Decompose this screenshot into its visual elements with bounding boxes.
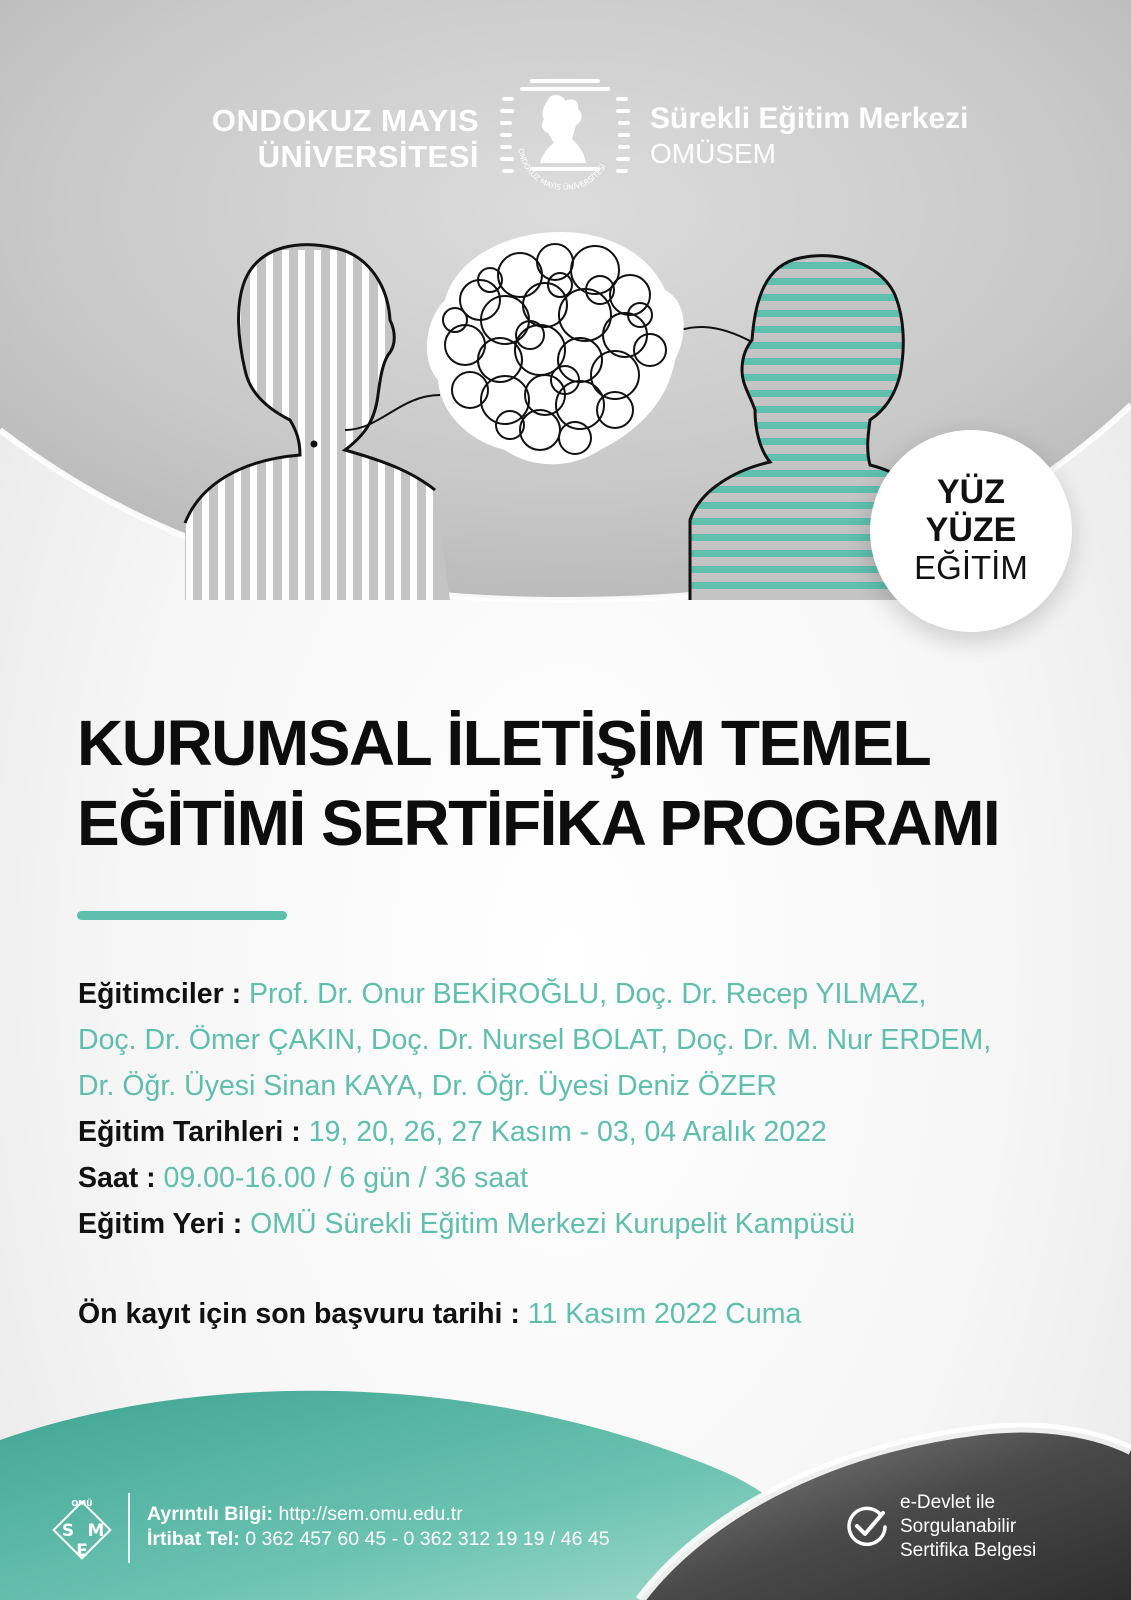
title-line2: EĞİTİMİ SERTİFİKA PROGRAMI bbox=[77, 787, 1000, 859]
deadline-value: 11 Kasım 2022 Cuma bbox=[527, 1298, 802, 1330]
place-row bbox=[78, 1201, 1088, 1247]
dates-label: Eğitim Tarihleri : bbox=[78, 1116, 301, 1148]
trainers-value-line3: Dr. Öğr. Üyesi Sinan KAYA, Dr. Öğr. Üyesi Deniz ÖZER bbox=[78, 1070, 777, 1102]
edevlet-line3: Sertifika Belgesi bbox=[900, 1540, 1037, 1561]
dates-value: 19, 20, 26, 27 Kasım - 03, 04 Aralık 2022 bbox=[308, 1116, 827, 1148]
info-label: Ayrıntılı Bilgi: bbox=[147, 1503, 274, 1525]
contact-info bbox=[147, 1502, 610, 1552]
center-name bbox=[650, 101, 968, 171]
website-link[interactable]: http://sem.omu.edu.tr bbox=[278, 1503, 463, 1525]
footer-divider bbox=[128, 1493, 130, 1563]
title-line1: KURUMSAL İLETİŞİM TEMEL bbox=[77, 707, 931, 779]
time-label: Saat : bbox=[78, 1162, 156, 1194]
trainers-value-line2: Doç. Dr. Ömer ÇAKIN, Doç. Dr. Nursel BOLAT, Doç. Dr. M. Nur ERDEM, bbox=[78, 1024, 992, 1056]
phone-numbers: 0 362 457 60 45 - 0 362 312 19 19 / 46 45 bbox=[245, 1528, 610, 1550]
place-label: Eğitim Yeri : bbox=[78, 1208, 243, 1240]
sem-logo-top-text: OMÜ bbox=[71, 1499, 93, 1508]
header bbox=[0, 75, 1131, 205]
sem-logo-e: E bbox=[76, 1541, 88, 1561]
footer-background bbox=[0, 1380, 1131, 1600]
badge-line1: YÜZ bbox=[937, 473, 1005, 511]
badge-line3: EĞİTİM bbox=[914, 549, 1028, 586]
edevlet-line2: Sorgulanabilir bbox=[900, 1516, 1017, 1537]
title-underline bbox=[77, 911, 287, 920]
edevlet-line1: e-Devlet ile bbox=[900, 1492, 996, 1513]
seal-text: ONDOKUZ MAYIS ÜNİVERSİTESİ bbox=[516, 147, 608, 193]
trainers-label: Eğitimciler : bbox=[78, 978, 242, 1010]
university-name bbox=[212, 103, 479, 175]
university-seal-logo bbox=[500, 75, 630, 205]
trainers-value-line1: Prof. Dr. Onur BEKİROĞLU, Doç. Dr. Recep YILMAZ, bbox=[249, 978, 927, 1010]
checkmark-icon bbox=[845, 1505, 889, 1549]
sem-logo-m: M bbox=[87, 1521, 105, 1541]
time-row bbox=[78, 1155, 1088, 1201]
deadline-row bbox=[78, 1291, 801, 1337]
university-name-line1: ONDOKUZ MAYIS bbox=[211, 103, 479, 138]
center-name-line1: Sürekli Eğitim Merkezi bbox=[650, 102, 969, 135]
face-to-face-badge bbox=[870, 430, 1072, 632]
deadline-label: Ön kayıt için son başvuru tarihi : bbox=[78, 1298, 520, 1330]
sem-logo bbox=[48, 1496, 116, 1564]
program-title bbox=[77, 703, 1077, 863]
badge-line2: YÜZE bbox=[925, 511, 1017, 549]
time-value: 09.00-16.00 / 6 gün / 36 saat bbox=[163, 1162, 528, 1194]
university-name-line2: ÜNİVERSİTESİ bbox=[257, 139, 479, 174]
program-details bbox=[78, 971, 1088, 1247]
center-name-line2: OMÜSEM bbox=[650, 138, 776, 169]
edevlet-info bbox=[900, 1491, 1036, 1563]
place-value: OMÜ Sürekli Eğitim Merkezi Kurupelit Kampüsü bbox=[250, 1208, 856, 1240]
dates-row bbox=[78, 1109, 1088, 1155]
phone-label: İrtibat Tel: bbox=[147, 1528, 240, 1550]
trainers-row bbox=[78, 971, 1088, 1017]
sem-logo-s: S bbox=[61, 1521, 75, 1541]
